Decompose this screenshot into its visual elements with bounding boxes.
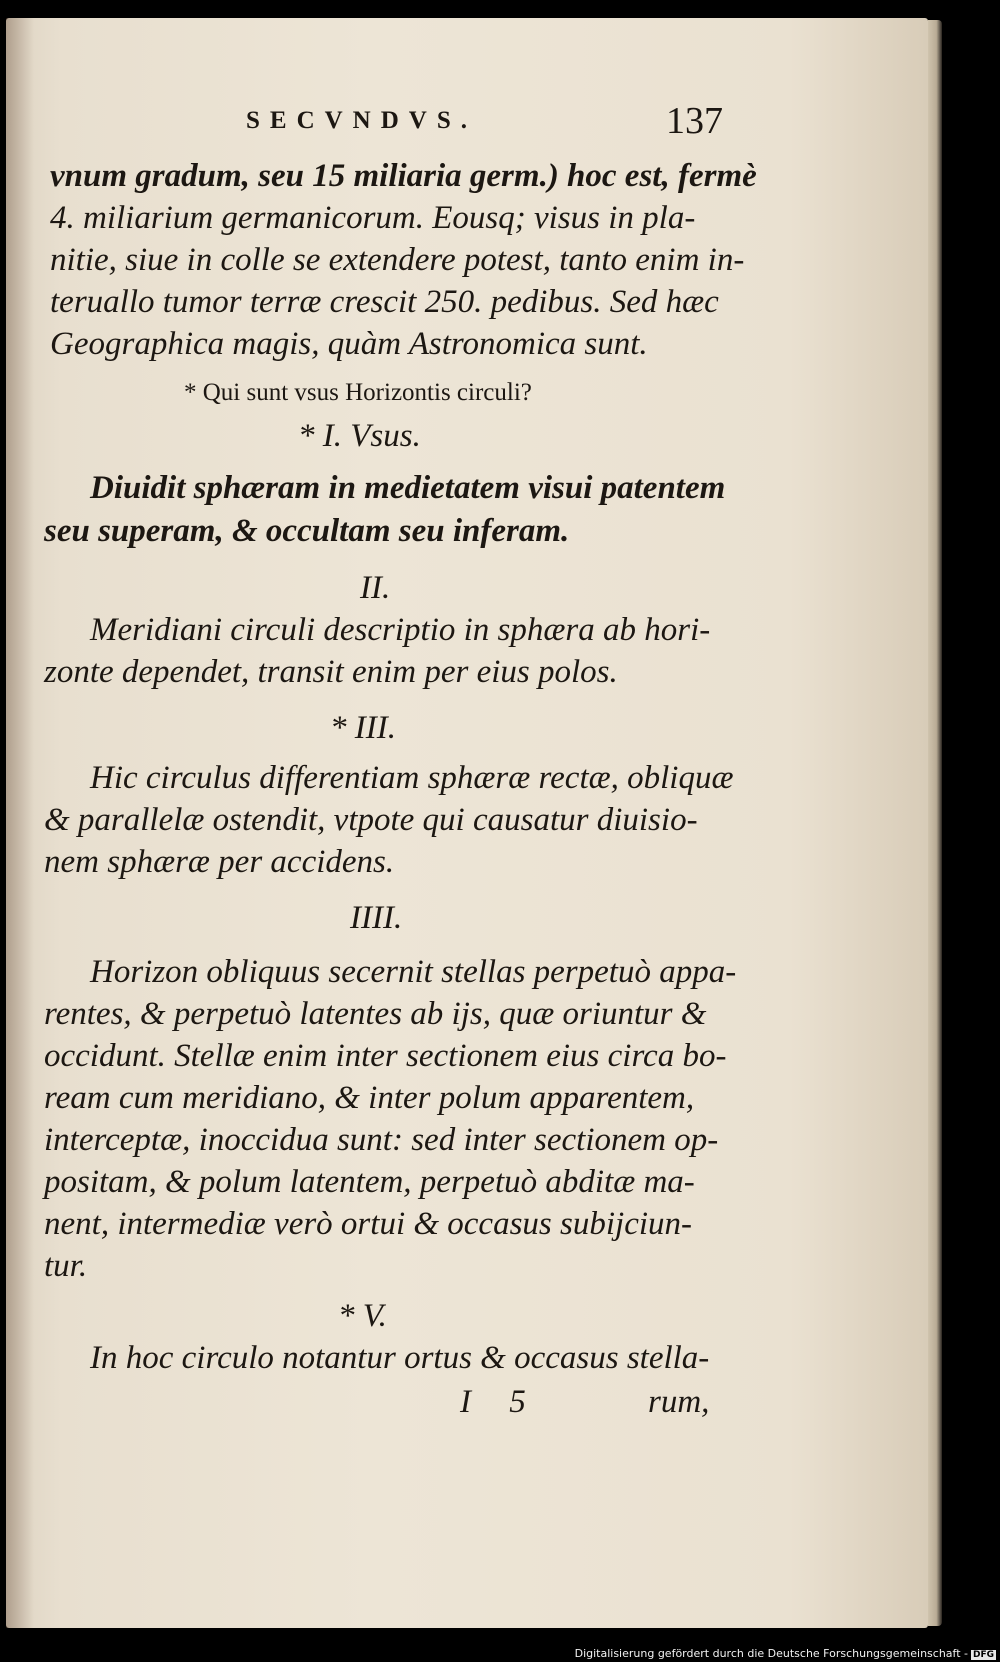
spine-shadow xyxy=(6,18,34,1628)
text-line: Horizon obliquus secernit stellas perpetuò appa- xyxy=(90,954,737,990)
text-line: Meridiani circuli descriptio in sphæra ab hori- xyxy=(90,612,711,648)
text-line: nent, intermediæ verò ortui & occasus subijciun- xyxy=(44,1206,692,1242)
text-line: teruallo tumor terræ crescit 250. pedibus. Sed hæc xyxy=(50,284,719,320)
footer-credit xyxy=(575,1647,996,1660)
text-line: interceptæ, inoccidua sunt: sed inter sectionem op- xyxy=(44,1122,719,1158)
section-heading: * V. xyxy=(338,1298,387,1334)
text-line: nem sphæræ per accidens. xyxy=(44,844,395,880)
section-heading: II. xyxy=(360,570,391,606)
running-title: SECVNDVS. xyxy=(246,107,478,134)
text-line: ream cum meridiano, & inter polum apparentem, xyxy=(44,1080,695,1116)
section-heading: * III. xyxy=(330,710,396,746)
text-line: rentes, & perpetuò latentes ab ijs, quæ oriuntur & xyxy=(44,996,707,1032)
text-line: Geographica magis, quàm Astronomica sunt. xyxy=(50,326,648,362)
text-line: & parallelæ ostendit, vtpote qui causatur diuisio- xyxy=(44,802,698,838)
question-heading: * Qui sunt vsus Horizontis circuli? xyxy=(184,379,532,406)
text-line: positam, & polum latentem, perpetuò abditæ ma- xyxy=(44,1164,695,1200)
text-line: nitie, siue in colle se extendere potest, tanto enim in- xyxy=(50,242,745,278)
dfg-logo: DFG xyxy=(972,1650,994,1660)
text-line: seu superam, & occultam seu inferam. xyxy=(44,513,570,549)
section-heading: * I. Vsus. xyxy=(298,418,421,454)
signature-mark: I 5 xyxy=(460,1384,526,1420)
text-line: Hic circulus differentiam sphæræ rectæ, obliquæ xyxy=(90,760,734,796)
page-number: 137 xyxy=(666,100,723,142)
text-line: zonte dependet, transit enim per eius polos. xyxy=(44,654,618,690)
text-line: Diuidit sphæram in medietatem visui patentem xyxy=(90,470,726,506)
text-line: tur. xyxy=(44,1248,88,1284)
catchword: rum, xyxy=(648,1384,710,1420)
section-heading: IIII. xyxy=(350,900,403,936)
text-line: In hoc circulo notantur ortus & occasus stella- xyxy=(90,1340,710,1376)
footer-credit-text: Digitalisierung gefördert durch die Deutsche Forschungsgemeinschaft - xyxy=(574,1647,968,1660)
text-line: occidunt. Stellæ enim inter sectionem eius circa bo- xyxy=(44,1038,727,1074)
text-line: vnum gradum, seu 15 miliaria germ.) hoc est, fermè xyxy=(50,158,757,194)
text-line: 4. miliarium germanicorum. Eousq; visus in pla- xyxy=(50,200,696,236)
page-edge xyxy=(928,20,942,1626)
